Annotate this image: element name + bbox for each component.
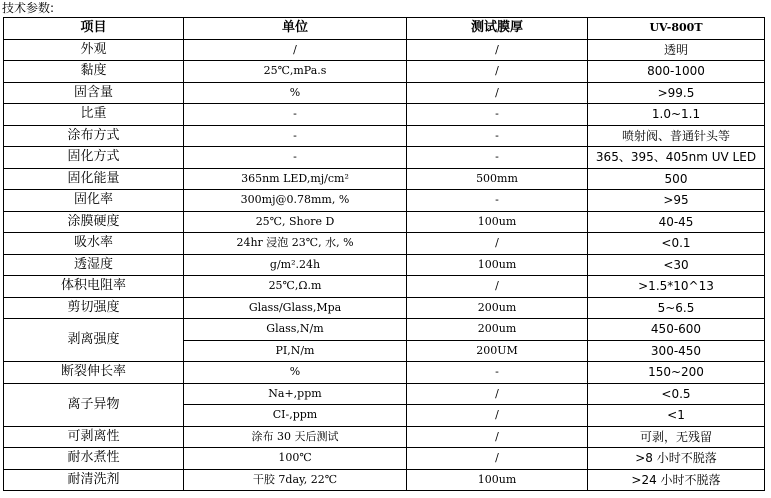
row-item: 可剥离性 xyxy=(4,426,184,448)
row-value: <1 xyxy=(588,405,765,427)
row-item: 固化率 xyxy=(4,190,184,212)
table-row xyxy=(4,168,765,190)
table-row xyxy=(4,469,765,491)
row-value: 5~6.5 xyxy=(588,297,765,319)
row-item: 体积电阻率 xyxy=(4,276,184,298)
row-thickness: - xyxy=(407,104,588,126)
row-item: 固化方式 xyxy=(4,147,184,169)
row-unit: 24hr 浸泡 23℃, 水, % xyxy=(184,233,407,255)
row-item: 耐清洗剂 xyxy=(4,469,184,491)
row-value: 可剥，无残留 xyxy=(588,426,765,448)
row-unit: g/m².24h xyxy=(184,254,407,276)
row-value: 喷射阀、普通针头等 xyxy=(588,125,765,147)
header-item: 项目 xyxy=(4,18,184,40)
row-thickness: - xyxy=(407,190,588,212)
row-unit: 300mj@0.78mm, % xyxy=(184,190,407,212)
row-unit: % xyxy=(184,82,407,104)
row-item: 固化能量 xyxy=(4,168,184,190)
row-thickness: / xyxy=(407,426,588,448)
row-item: 固含量 xyxy=(4,82,184,104)
row-item-merged: 离子异物 xyxy=(4,383,184,426)
row-item: 耐水煮性 xyxy=(4,448,184,470)
row-unit: PI,N/m xyxy=(184,340,407,362)
row-item: 断裂伸长率 xyxy=(4,362,184,384)
table-row xyxy=(4,362,765,384)
table-row xyxy=(4,211,765,233)
row-thickness: 500mm xyxy=(407,168,588,190)
table-row xyxy=(4,104,765,126)
table-row xyxy=(4,82,765,104)
row-unit: Na+,ppm xyxy=(184,383,407,405)
table-row xyxy=(4,233,765,255)
row-unit: - xyxy=(184,147,407,169)
table-row xyxy=(4,383,765,405)
row-value: 300-450 xyxy=(588,340,765,362)
row-item: 涂膜硬度 xyxy=(4,211,184,233)
header-row xyxy=(4,18,765,40)
row-thickness: - xyxy=(407,125,588,147)
table-row xyxy=(4,190,765,212)
row-unit: - xyxy=(184,125,407,147)
row-thickness: / xyxy=(407,39,588,61)
row-unit: 100℃ xyxy=(184,448,407,470)
row-value: <0.1 xyxy=(588,233,765,255)
row-unit: 25℃,Ω.m xyxy=(184,276,407,298)
row-unit: 干胶 7day, 22℃ xyxy=(184,469,407,491)
row-thickness: / xyxy=(407,82,588,104)
row-item: 剪切强度 xyxy=(4,297,184,319)
row-thickness: 100um xyxy=(407,469,588,491)
row-value: 800-1000 xyxy=(588,61,765,83)
row-value: 450-600 xyxy=(588,319,765,341)
row-unit: Glass,N/m xyxy=(184,319,407,341)
table-row xyxy=(4,319,765,341)
row-value: >95 xyxy=(588,190,765,212)
row-unit: - xyxy=(184,104,407,126)
row-value: >8 小时不脱落 xyxy=(588,448,765,470)
row-item: 涂布方式 xyxy=(4,125,184,147)
row-unit: 25℃,mPa.s xyxy=(184,61,407,83)
row-value: >99.5 xyxy=(588,82,765,104)
row-thickness: 200UM xyxy=(407,340,588,362)
table-row xyxy=(4,125,765,147)
row-thickness: / xyxy=(407,276,588,298)
row-value: 365、395、405nm UV LED xyxy=(588,147,765,169)
row-unit: % xyxy=(184,362,407,384)
header-model: UV-800T xyxy=(588,18,765,40)
row-unit: CI-,ppm xyxy=(184,405,407,427)
table-row xyxy=(4,297,765,319)
spec-table xyxy=(3,17,765,491)
table-row xyxy=(4,147,765,169)
table-row xyxy=(4,254,765,276)
row-value: 40-45 xyxy=(588,211,765,233)
row-item: 黏度 xyxy=(4,61,184,83)
header-unit: 单位 xyxy=(184,18,407,40)
row-item: 透湿度 xyxy=(4,254,184,276)
row-value: <0.5 xyxy=(588,383,765,405)
table-row xyxy=(4,426,765,448)
row-unit: / xyxy=(184,39,407,61)
row-thickness: 100um xyxy=(407,211,588,233)
row-item: 外观 xyxy=(4,39,184,61)
row-value: 500 xyxy=(588,168,765,190)
row-item-merged: 剥离强度 xyxy=(4,319,184,362)
row-item: 吸水率 xyxy=(4,233,184,255)
row-value: 1.0~1.1 xyxy=(588,104,765,126)
table-row xyxy=(4,276,765,298)
row-thickness: 200um xyxy=(407,319,588,341)
row-thickness: / xyxy=(407,405,588,427)
row-thickness: / xyxy=(407,448,588,470)
row-unit: Glass/Glass,Mpa xyxy=(184,297,407,319)
row-unit: 涂布 30 天后测试 xyxy=(184,426,407,448)
row-unit: 25℃, Shore D xyxy=(184,211,407,233)
row-value: <30 xyxy=(588,254,765,276)
table-row xyxy=(4,448,765,470)
row-item: 比重 xyxy=(4,104,184,126)
table-row xyxy=(4,39,765,61)
row-unit: 365nm LED,mj/cm² xyxy=(184,168,407,190)
header-thickness: 测试膜厚 xyxy=(407,18,588,40)
row-thickness: - xyxy=(407,147,588,169)
row-value: >24 小时不脱落 xyxy=(588,469,765,491)
section-caption: 技术参数: xyxy=(2,1,55,15)
row-value: 透明 xyxy=(588,39,765,61)
row-thickness: - xyxy=(407,362,588,384)
row-thickness: / xyxy=(407,233,588,255)
row-thickness: 100um xyxy=(407,254,588,276)
row-thickness: / xyxy=(407,383,588,405)
row-value: >1.5*10^13 xyxy=(588,276,765,298)
row-thickness: / xyxy=(407,61,588,83)
row-value: 150~200 xyxy=(588,362,765,384)
row-thickness: 200um xyxy=(407,297,588,319)
table-row xyxy=(4,61,765,83)
